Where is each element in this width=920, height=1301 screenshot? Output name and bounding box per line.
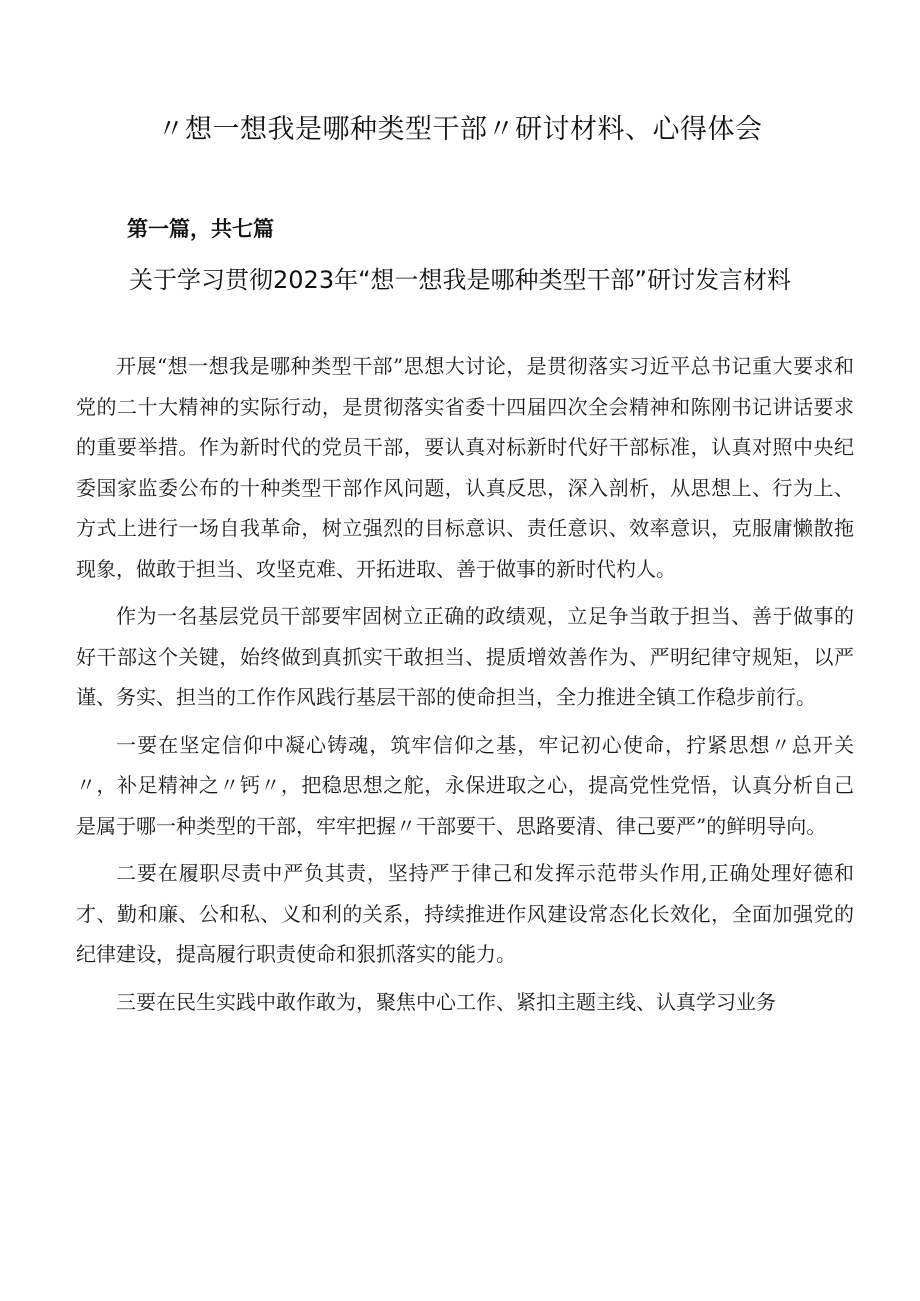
part-label: 第一篇，共七篇	[127, 217, 274, 241]
document-title: 〃想一想我是哪种类型干部〃研讨材料、心得体会	[157, 114, 763, 145]
paragraph: 三要在民生实践中敢作敢为，聚焦中心工作、紧扣主题主线、认真学习业务	[116, 989, 776, 1014]
article-title: 关于学习贯彻2023年“想一想我是哪种类型干部”研讨发言材料	[129, 266, 791, 294]
paragraph: 开展“想一想我是哪种类型干部”思想大讨论，是贯彻落实习近平总书记重大要求和党的二十大精神的实际行动，是贯彻落实省委十四届四次全会精神和陈刚书记讲话要求的重要举措。作为新时代的党员干部，要认真对标新时代好干部标准，认真对照中央纪委国家监委公布的十种类型干部作风问题，认真反思，深入剖析，从思想上、行为上、方式上进行一场自我革命，树立强烈的目标意识、责任意识、效率意识，克服庸懒散拖现象，做敢于担当、攻坚克难、开拓进取、善于做事的新时代杓人。	[76, 354, 854, 581]
article-body	[76, 346, 854, 1029]
paragraph: 作为一名基层党员干部要牢固树立正确的政绩观，立足争当敢于担当、善于做事的好干部这个关键，始终做到真抓实干敢担当、提质增效善作为、严明纪律守规矩，以严谨、务实、担当的工作作风践行基层干部的使命担当，全力推进全镇工作稳步前行。	[76, 604, 854, 709]
paragraph: 一要在坚定信仰中凝心铸魂，筑牢信仰之基，牢记初心使命，拧紧思想〃总开关〃，补足精神之〃钙〃，把稳思想之舵，永保进取之心，提高党性党悟，认真分析自己是属于哪一种类型的干部，牢牢把握〃干部要干、思路要清、律己要严”的鲜明导向。	[76, 732, 854, 838]
paragraph: 二要在履职尽责中严负其责，坚持严于律己和发挥示范带头作用,正确处理好德和才、勤和廉、公和私、义和利的关系，持续推进作风建设常态化长效化，全面加强党的纪律建设，提高履行职责使命和狠抓落实的能力。	[76, 861, 854, 966]
